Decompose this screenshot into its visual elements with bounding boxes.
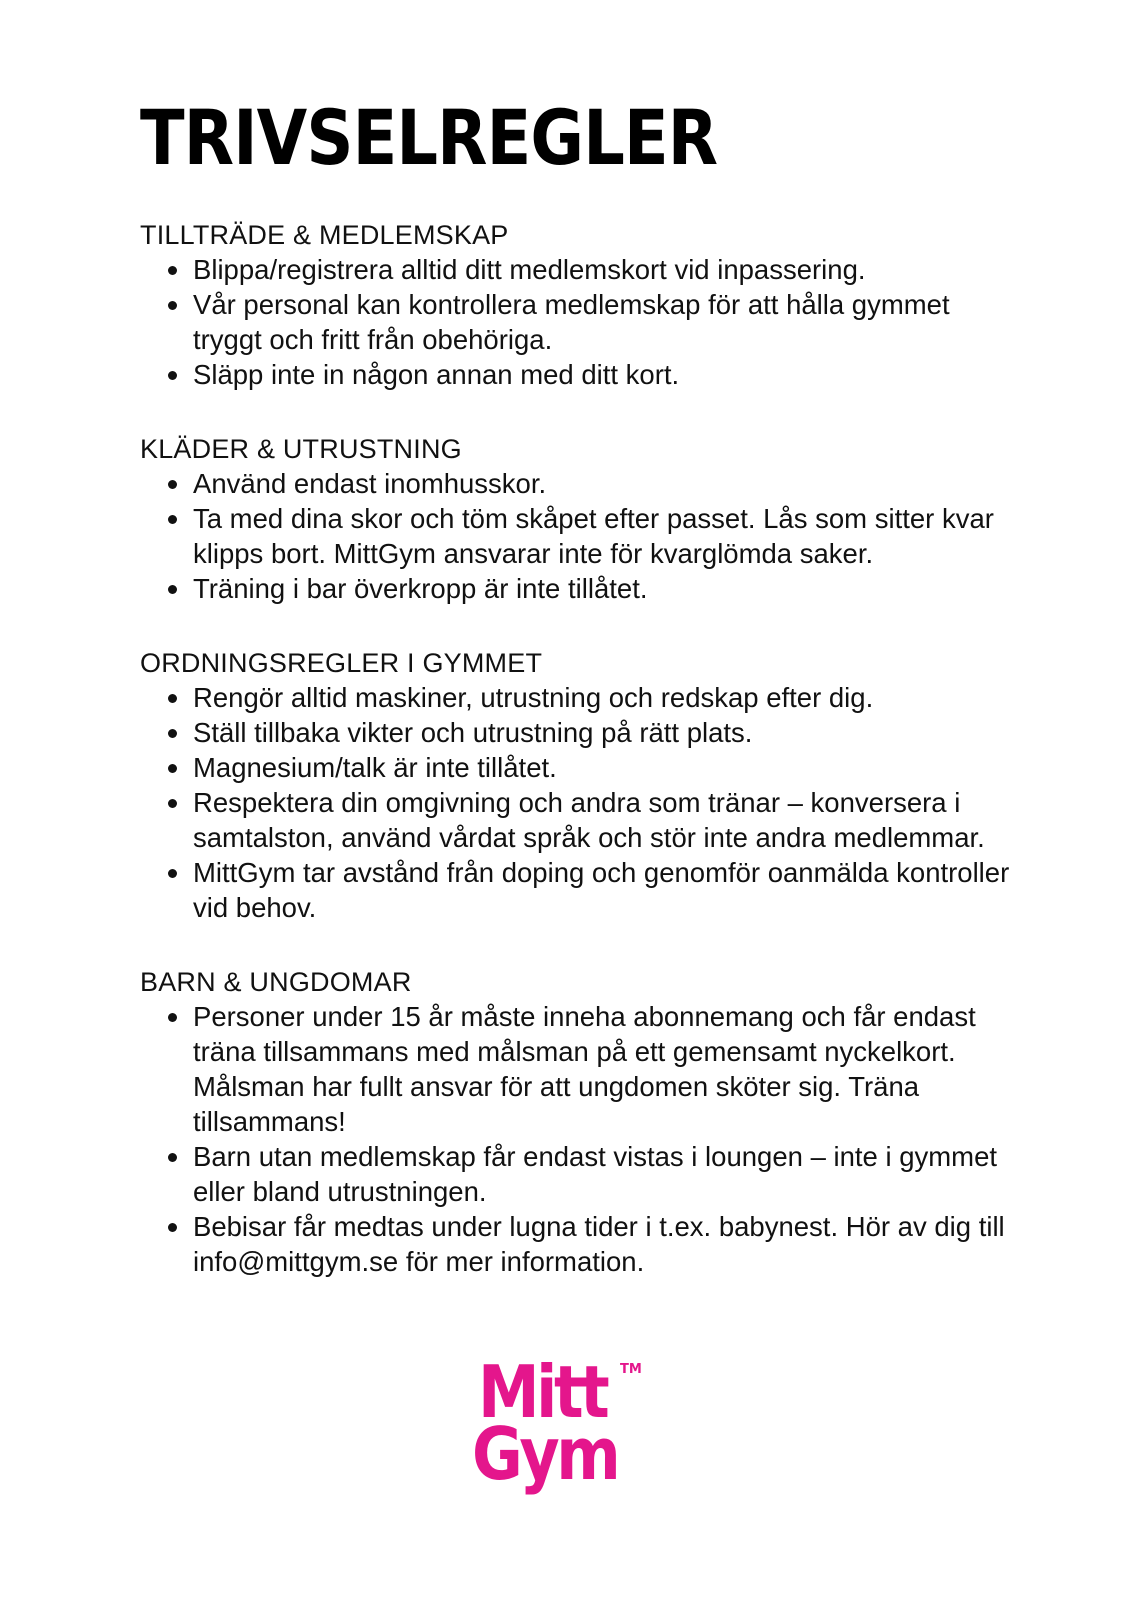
section-heading: TILLTRÄDE & MEDLEMSKAP	[140, 220, 509, 250]
rule-text: Träning i bar överkropp är inte tillåtet.	[193, 573, 648, 604]
rule-item	[140, 750, 1020, 785]
rule-item	[140, 1139, 1020, 1209]
bullet-icon	[168, 515, 177, 524]
rule-item	[140, 715, 1020, 750]
rule-list	[140, 680, 1020, 925]
rule-list	[140, 466, 1020, 606]
rule-item	[140, 785, 1020, 855]
rule-text: Respektera din omgivning och andra som tränar – konversera i samtalston, använd vårdat språk och stör inte andra medlemmar.	[193, 787, 985, 853]
bullet-icon	[168, 764, 177, 773]
rule-item	[140, 252, 1020, 287]
rule-text: Blippa/registrera alltid ditt medlemskort vid inpassering.	[193, 254, 866, 285]
rule-text: Vår personal kan kontrollera medlemskap för att hålla gymmet tryggt och fritt från obehöriga.	[193, 289, 950, 355]
rule-item	[140, 501, 1020, 571]
bullet-icon	[168, 694, 177, 703]
bullet-icon	[168, 301, 177, 310]
rule-list	[140, 252, 1020, 392]
rule-item	[140, 680, 1020, 715]
rule-item	[140, 1209, 1020, 1279]
rule-text: Magnesium/talk är inte tillåtet.	[193, 752, 557, 783]
mittgym-logo	[472, 1350, 662, 1506]
rule-item	[140, 571, 1020, 606]
rule-text: Ta med dina skor och töm skåpet efter passet. Lås som sitter kvar klipps bort. MittGym ansvarar inte för kvarglömda saker.	[193, 503, 994, 569]
rule-text: Bebisar får medtas under lugna tider i t.ex. babynest. Hör av dig till info@mittgym.se för mer information.	[193, 1211, 1005, 1277]
section-access-membership	[140, 218, 1020, 392]
bullet-icon	[168, 266, 177, 275]
bullet-icon	[168, 585, 177, 594]
section-children-youth	[140, 965, 1020, 1279]
bullet-icon	[168, 869, 177, 878]
rule-text: Personer under 15 år måste inneha abonnemang och får endast träna tillsammans med målsman på ett gemensamt nyckelkort. Målsman har fullt ansvar för att ungdomen sköter sig. Träna tillsammans!	[193, 1001, 976, 1137]
rule-item	[140, 287, 1020, 357]
page-title: TRIVSELREGLER	[140, 93, 718, 182]
rule-text: Rengör alltid maskiner, utrustning och redskap efter dig.	[193, 682, 874, 713]
section-heading: BARN & UNGDOMAR	[140, 967, 412, 997]
rule-item	[140, 466, 1020, 501]
rule-text: Använd endast inomhusskor.	[193, 468, 547, 499]
rule-item	[140, 357, 1020, 392]
bullet-icon	[168, 371, 177, 380]
rule-text: Släpp inte in någon annan med ditt kort.	[193, 359, 680, 390]
bullet-icon	[168, 1223, 177, 1232]
section-heading: ORDNINGSREGLER I GYMMET	[140, 648, 543, 678]
rule-text: Ställ tillbaka vikter och utrustning på rätt plats.	[193, 717, 753, 748]
section-gym-order-rules	[140, 646, 1020, 925]
rule-list	[140, 999, 1020, 1279]
rule-item	[140, 999, 1020, 1139]
section-clothing-equipment	[140, 432, 1020, 606]
section-heading: KLÄDER & UTRUSTNING	[140, 434, 462, 464]
rules-content	[140, 218, 1020, 1319]
bullet-icon	[168, 729, 177, 738]
rule-text: Barn utan medlemskap får endast vistas i loungen – inte i gymmet eller bland utrustningen.	[193, 1141, 998, 1207]
logo-line-gym: Gym	[472, 1412, 618, 1496]
logo-line-mitt: Mitt	[478, 1350, 607, 1434]
bullet-icon	[168, 799, 177, 808]
bullet-icon	[168, 480, 177, 489]
rule-item	[140, 855, 1020, 925]
trademark-mark: TM	[620, 1362, 642, 1377]
bullet-icon	[168, 1013, 177, 1022]
rule-text: MittGym tar avstånd från doping och genomför oanmälda kontroller vid behov.	[193, 857, 1010, 923]
bullet-icon	[168, 1153, 177, 1162]
